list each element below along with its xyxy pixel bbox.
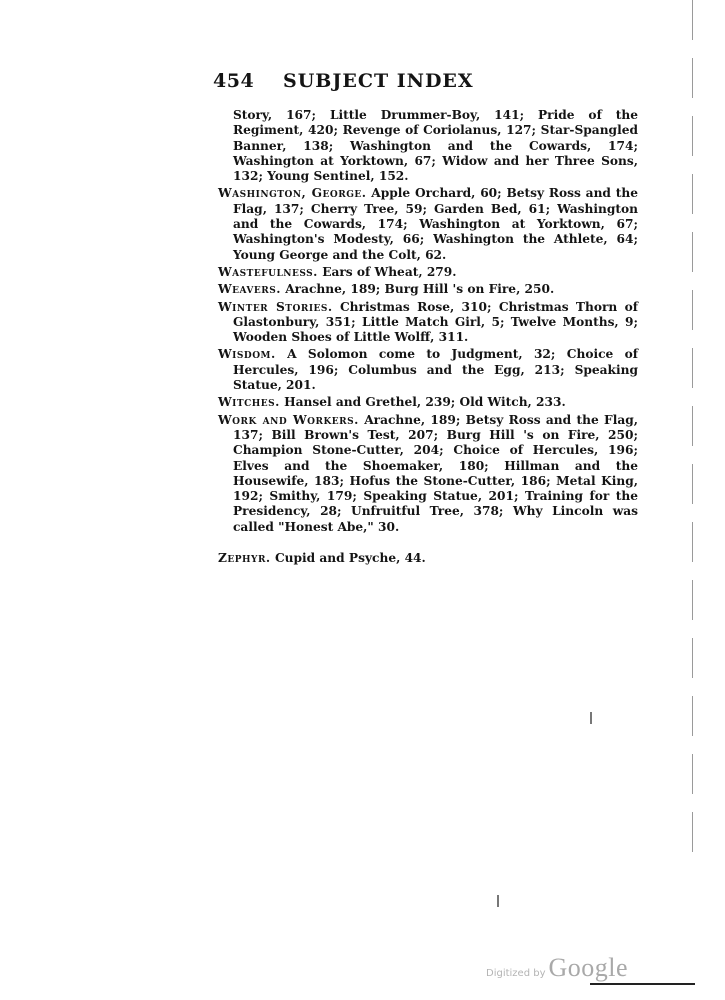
entry-heading: Weavers. — [218, 282, 281, 297]
scan-mark — [590, 712, 592, 724]
index-entry-wisdom — [218, 347, 638, 393]
digitized-label: Digitized by — [486, 968, 546, 979]
digitized-by-watermark — [486, 953, 628, 983]
entry-heading: Witches. — [218, 395, 280, 410]
page-number: 454 — [213, 70, 255, 92]
index-entry-washington-george — [218, 186, 638, 262]
page-edge-rule — [692, 0, 693, 855]
index-entry-witches — [218, 395, 638, 410]
page-header — [213, 70, 523, 100]
entry-text: Ears of Wheat, 279. — [322, 264, 457, 279]
entry-text: Cupid and Psyche, 44. — [274, 551, 426, 566]
index-entry-continued — [218, 108, 638, 184]
entry-heading: Zephyr. — [218, 551, 271, 566]
index-entry-weavers — [218, 282, 638, 297]
index-entry-wastefulness — [218, 265, 638, 280]
entry-text: Arachne, 189; Betsy Ross and the Flag, 137; Bill Brown's Test, 207; Burg Hill 's on Fire, 250; Champion Stone-Cutter, 204; Choice of Hercules, 196; Elves and the Shoemaker, 180; Hillman and the Housewife, 183; Hofus the Stone-Cutter, 186; Metal King, 192; Smithy, 179; Speaking Statue, 201; Training for the Presidency, 28; Unfruitful Tree, 378; Why Lincoln was called "Honest Abe," 30. — [233, 412, 638, 534]
entry-heading: Work and Workers. — [218, 412, 359, 427]
scan-edge-line — [590, 983, 695, 985]
entry-heading: Wastefulness. — [218, 264, 318, 279]
index-entry-work-and-workers — [218, 413, 638, 535]
google-logo: Google — [548, 953, 629, 982]
entry-text: Apple Orchard, 60; Betsy Ross and the Flag, 137; Cherry Tree, 59; Garden Bed, 61; Washington and the Cowards, 174; Washington at Yorktown, 67; Washington's Modesty, 66; Washington the Athlete, 64; Young George and the Colt, 62. — [233, 186, 638, 262]
entry-text: A Solomon come to Judgment, 32; Choice of Hercules, 196; Columbus and the Egg, 213; Speaking Statue, 201. — [233, 347, 638, 393]
entry-heading: Winter Stories. — [218, 299, 333, 314]
entry-text: Story, 167; Little Drummer-Boy, 141; Pride of the Regiment, 420; Revenge of Coriolanus, 127; Star-Spangled Banner, 138; Washington and the Cowards, 174; Washington at Yorktown, 67; Widow and her Three Sons, 132; Young Sentinel, 152. — [233, 108, 638, 184]
scan-mark — [497, 895, 499, 907]
entry-text: Hansel and Grethel, 239; Old Witch, 233. — [284, 395, 566, 410]
entry-text: Christmas Rose, 310; Christmas Thorn of Glastonbury, 351; Little Match Girl, 5; Twelve Months, 9; Wooden Shoes of Little Wolff, 311. — [233, 299, 638, 345]
subject-index — [218, 108, 638, 566]
entry-heading: Washington, George. — [218, 186, 367, 201]
index-entry-zephyr — [218, 551, 638, 566]
entry-heading: Wisdom. — [218, 347, 276, 362]
page-title: SUBJECT INDEX — [283, 70, 474, 92]
index-entry-winter-stories — [218, 300, 638, 346]
entry-text: Arachne, 189; Burg Hill 's on Fire, 250. — [285, 282, 555, 297]
